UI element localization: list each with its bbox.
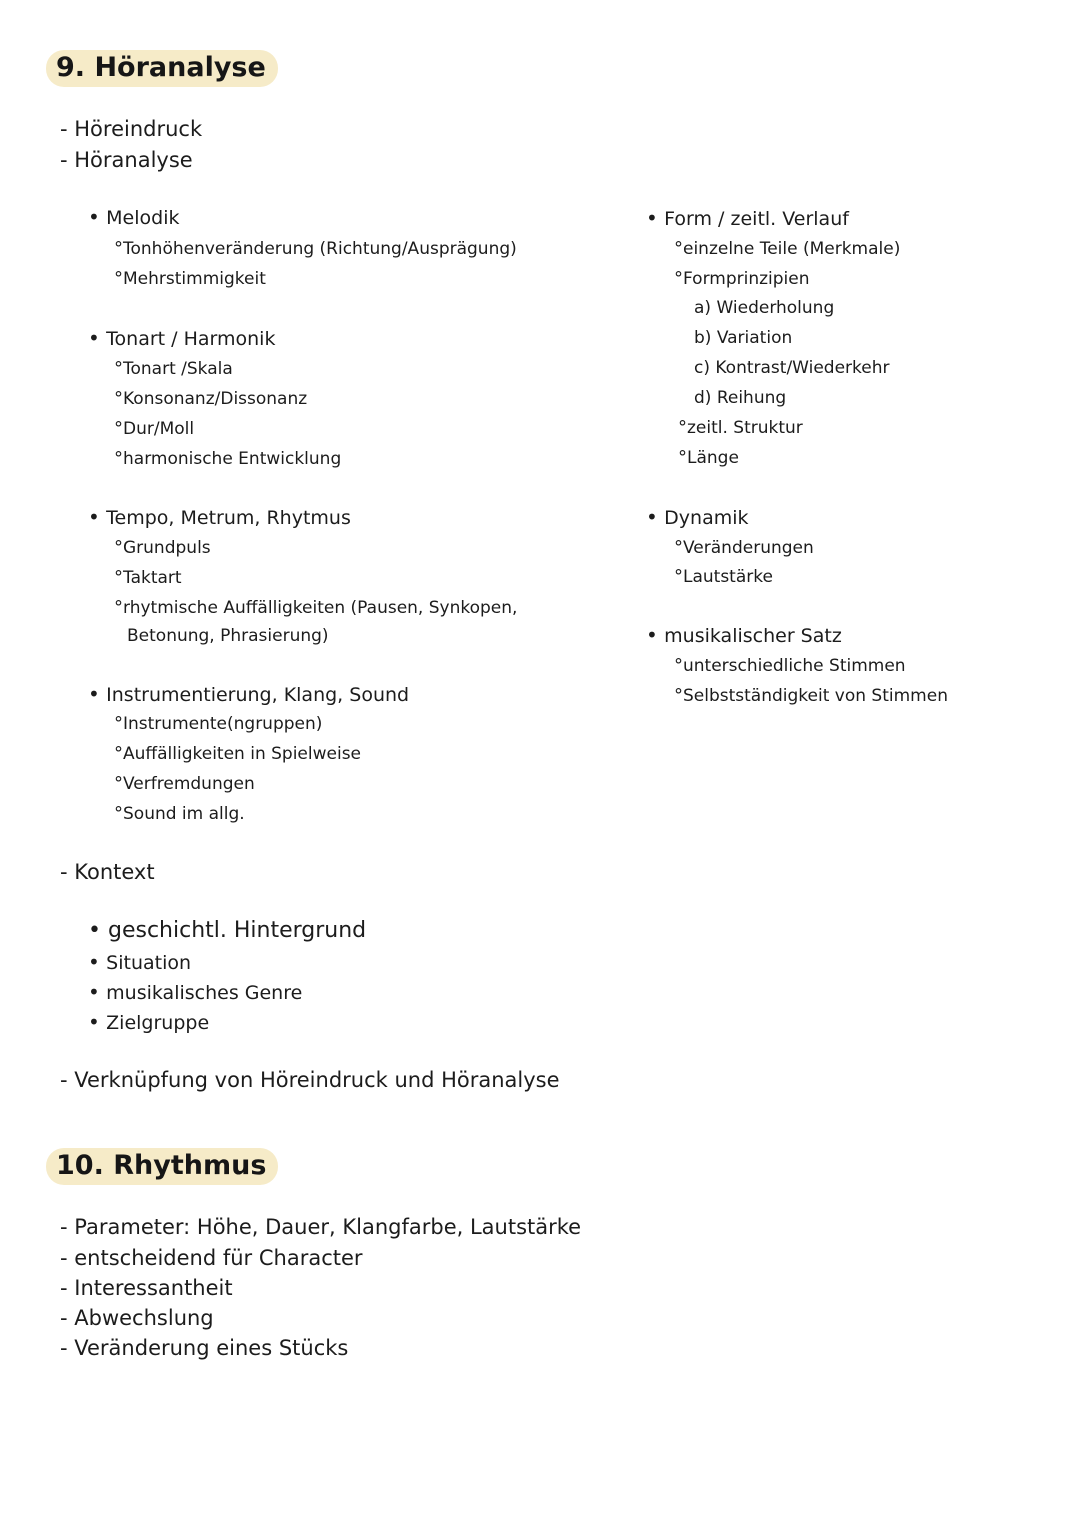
kontext-item-1: • geschichtl. Hintergrund — [88, 918, 366, 943]
instrumentierung-item-3: ° Verfremdungen — [114, 773, 255, 794]
tonart-item-4: ° harmonische Entwicklung — [114, 448, 341, 469]
rhythmus-item-1: - Parameter: Höhe, Dauer, Klangfarbe, Lautstärke — [60, 1215, 581, 1239]
instrumentierung-item-2: ° Auffälligkeiten in Spielweise — [114, 743, 361, 764]
tonart-heading: • Tonart / Harmonik — [88, 326, 275, 350]
dynamik-item-1: ° Veränderungen — [674, 537, 814, 558]
form-principle-d: d) Reihung — [694, 388, 787, 408]
section-10-heading: 10. Rhythmus — [46, 1148, 278, 1185]
rhythmus-item-2: - entscheidend für Character — [60, 1246, 363, 1270]
tonart-item-1: ° Tonart /Skala — [114, 358, 233, 379]
kontext-heading: - Kontext — [60, 860, 155, 884]
tempo-heading: • Tempo, Metrum, Rhytmus — [88, 505, 351, 529]
form-heading: • Form / zeitl. Verlauf — [646, 206, 849, 230]
dynamik-heading: • Dynamik — [646, 505, 749, 529]
instrumentierung-item-1: ° Instrumente(ngruppen) — [114, 713, 322, 734]
satz-heading: • musikalischer Satz — [646, 623, 842, 647]
rhythmus-item-3: - Interessantheit — [60, 1276, 233, 1300]
satz-item-1: ° unterschiedliche Stimmen — [674, 655, 906, 676]
form-item-1: ° einzelne Teile (Merkmale) — [674, 238, 900, 259]
kontext-item-3: • musikalisches Genre — [88, 980, 302, 1004]
melodik-item-2: ° Mehrstimmigkeit — [114, 268, 266, 289]
melodik-item-1: ° Tonhöhenveränderung (Richtung/Ausprägung) — [114, 238, 517, 259]
tonart-item-2: ° Konsonanz/Dissonanz — [114, 388, 307, 409]
verknuepfung-item: - Verknüpfung von Höreindruck und Höranalyse — [60, 1068, 560, 1092]
kontext-item-2: • Situation — [88, 950, 191, 974]
melodik-heading: • Melodik — [88, 205, 179, 229]
rhythmus-item-4: - Abwechslung — [60, 1306, 214, 1330]
kontext-item-4: • Zielgruppe — [88, 1010, 209, 1034]
tempo-item-1: ° Grundpuls — [114, 537, 211, 558]
form-item-3: ° zeitl. Struktur — [678, 417, 803, 438]
form-principle-b: b) Variation — [694, 328, 793, 348]
tonart-item-3: ° Dur/Moll — [114, 418, 194, 439]
section-9-heading: 9. Höranalyse — [46, 50, 278, 87]
form-principle-c: c) Kontrast/Wiederkehr — [694, 358, 890, 378]
tempo-item-3: ° rhytmische Auffälligkeiten (Pausen, Synkopen, — [114, 597, 517, 618]
instrumentierung-item-4: ° Sound im allg. — [114, 803, 245, 824]
hoeranalyse-item: - Höranalyse — [60, 148, 193, 172]
tempo-item-2: ° Taktart — [114, 567, 182, 588]
form-principle-a: a) Wiederholung — [694, 298, 835, 318]
form-item-4: ° Länge — [678, 447, 739, 468]
form-item-2: ° Formprinzipien — [674, 268, 810, 289]
dynamik-item-2: ° Lautstärke — [674, 566, 773, 587]
hoereindruck-item: - Höreindruck — [60, 117, 202, 141]
instrumentierung-heading: • Instrumentierung, Klang, Sound — [88, 682, 409, 706]
satz-item-2: ° Selbstständigkeit von Stimmen — [674, 685, 948, 706]
rhythmus-item-5: - Veränderung eines Stücks — [60, 1336, 348, 1360]
tempo-item-3-continued: Betonung, Phrasierung) — [127, 626, 329, 646]
